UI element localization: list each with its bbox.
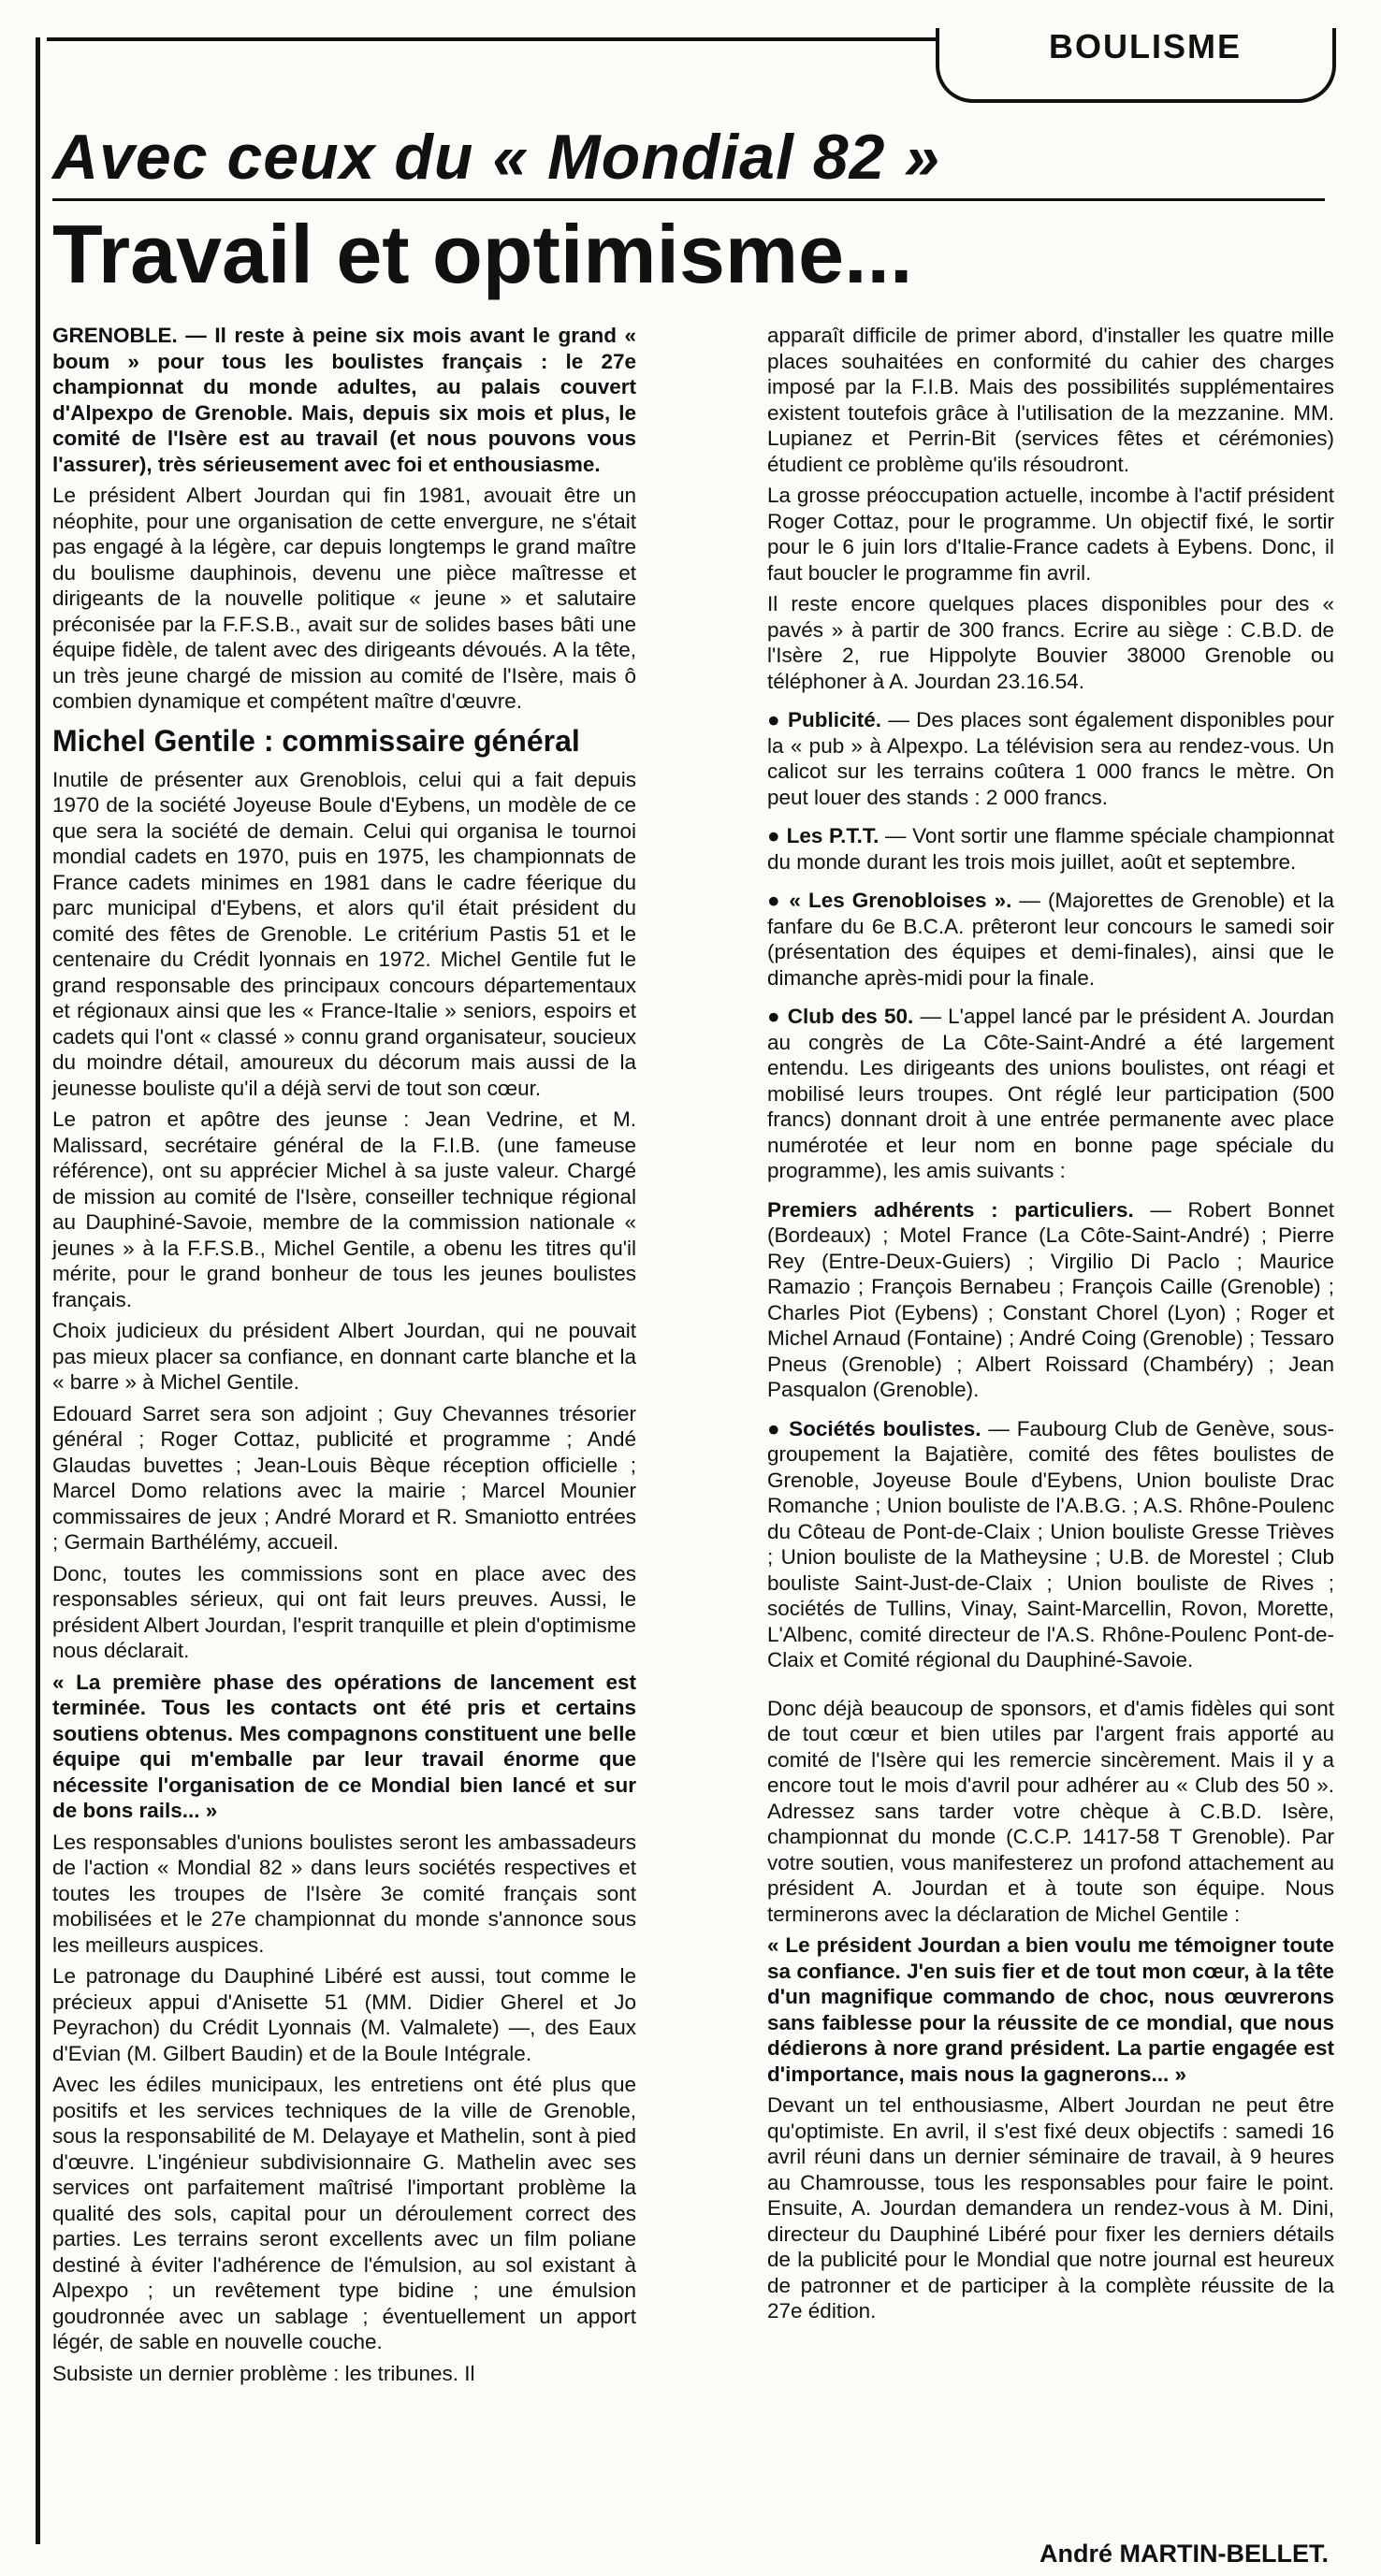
societes-paragraph [767, 1416, 1334, 1673]
paragraph: Edouard Sarret sera son adjoint ; Guy Chevannes trésorier général ; Roger Cottaz, publicité et programme ; Andé Glaudas buvettes ; Jean-Louis Bèque réception officielle ; Marcel Domo relations avec la mairie ; Marcel Mounier commissaires de jeux ; André Morard et R. Smaniotto entrées ; Germain Barthélémy, accueil. [52, 1401, 636, 1554]
left-column [52, 323, 636, 2392]
paragraph: Le président Albert Jourdan qui fin 1981, avouait être un néophite, pour une organisation de cette envergure, ne s'était pas engagé à la légère, car depuis longtemps le grand maître du boulisme dauphinois, devenu une pièce maîtresse et dirigeants de la nouvelle politique « jeune » et salutaire préconisée par la F.F.S.B., avait sur de solides bases bâti une équipe fidèle, de talent avec des dirigeants dévoués. A la tête, un très jeune chargé de mission au comité de l'Isère, mais ô combien dynamique et compétent maître d'œuvre. [52, 484, 636, 713]
paragraph: Choix judicieux du président Albert Jourdan, qui ne pouvait pas mieux placer sa confiance, en donnant carte blanche et la « barre » à Michel Gentile. [52, 1319, 636, 1394]
societes-lead: ● Sociétés boulistes. [767, 1416, 981, 1440]
kicker-title: Avec ceux du « Mondial 82 » [52, 122, 941, 193]
author-signature: André MARTIN-BELLET. [1039, 2540, 1329, 2568]
section-tag-box [936, 28, 1336, 103]
club50-lead: ● Club des 50. [767, 1005, 914, 1028]
adherents-text: — Robert Bonnet (Bordeaux) ; Motel France (La Côte-Saint-André) ; Pierre Rey (Entre-Deux-Guiers) ; Virgilio Di Paclo ; Maurice Ramazio ; François Bernabeu ; François Caille (Grenoble) ; Charles Piot (Eybens) ; Constant Chorel (Lyon) ; Roger et Michel Arnaud (Fontaine) ; André Coing (Grenoble) ; Tessaro Pneus (Grenoble) ; Albert Roissard (Chambéry) ; Jean Pasqualon (Grenoble). [767, 1197, 1334, 1401]
section-tag: BOULISME [1048, 27, 1242, 65]
publicite-lead: ● Publicité. [767, 708, 881, 731]
paragraph: Les responsables d'unions boulistes seront les ambassadeurs de l'action « Mondial 82 » dans leurs sociétés respectives et toutes les troupes de l'Isère 3e comité français sont mobilisées et le 27e championnat du monde s'annonce sous les meilleurs auspices. [52, 1830, 636, 1957]
headline: Travail et optimisme... [52, 208, 913, 300]
societes-text: — Faubourg Club de Genève, sous-groupement la Bajatière, comité des fêtes boulistes de Grenoble, Joyeuse Boule d'Eybens, Union bouliste Drac Romanche ; Union bouliste de l'A.B.G. ; A.S. Rhône-Poulenc du Côteau de Pont-de-Claix ; Union bouliste Gresse Trièves ; Union bouliste de la Matheysine ; U.B. de Morestel ; Club bouliste Saint-Just-de-Claix ; Union bouliste de Rives ; sociétés de Tullins, Vinay, Saint-Marcellin, Rovon, Morette, L'Albenc, comité directeur de l'A.S. Rhône-Poulenc Pont-de-Claix et Comité régional du Dauphiné-Savoie. [767, 1416, 1334, 1672]
kicker-rule [52, 198, 1325, 201]
paragraph: Donc déjà beaucoup de sponsors, et d'amis fidèles qui sont de tout cœur et bien utiles par l'argent frais apporté au comité de l'Isère qui les remercie sincèrement. Mais il y a encore tout le mois d'avril pour adhérer au « Club des 50 ». Adressez sans tarder votre chèque à C.B.D. Isère, championnat du monde (C.C.P. 1417-58 T Grenoble). Par votre soutien, vous manifesterez un profond attachement au président A. Jourdan et à toute son équipe. Nous terminerons avec la déclaration de Michel Gentile : [767, 1696, 1334, 1926]
paragraph: Devant un tel enthousiasme, Albert Jourdan ne peut être qu'optimiste. En avril, il s'est fixé deux objectifs : samedi 16 avril réuni dans un dernier séminaire de travail, à 9 heures au Chamrousse, tous les responsables pour faire le point. Ensuite, A. Jourdan demandera un rendez-vous à M. Dini, directeur du Dauphiné Libéré pour fixer les derniers détails de la publicité pour le Mondial que notre journal est heureux de patronner et de participer à la complète réussite de la 27e édition. [767, 2093, 1334, 2323]
quote-paragraph: « Le président Jourdan a bien voulu me témoigner toute sa confiance. J'en suis fier et de tout mon cœur, à la tête d'un magnifique commando de choc, nous œuvrerons sans faiblesse pour la réussite de ce mondial, que nous dédierons à nore grand président. La partie engagée est d'importance, mais nous la gagnerons... » [767, 1933, 1334, 2086]
club50-paragraph [767, 1004, 1334, 1184]
adherents-paragraph [767, 1197, 1334, 1403]
grenobloises-lead: ● « Les Grenobloises ». [767, 889, 1012, 912]
paragraph: Avec les édiles municipaux, les entretiens ont été plus que positifs et les services techniques de la ville de Grenoble, sous la responsabilité de M. Delayaye et Mathelin, sont à pied d'œuvre. L'ingénieur subdivisionnaire G. Mathelin avec ses services ont parfaitement maîtrisé l'important problème la qualité des sols, capital pour un déroulement correct des parties. Les terrains seront excellents avec un film poliane destiné à éviter l'adhérence de l'émulsion, au sol existant à Alpexpo ; un revêtement type bidine ; une émulsion goudronnée avec un sablage ; éventuellement un apport légér, de sable en nouvelle couche. [52, 2073, 636, 2353]
paragraph: Le patron et apôtre des jeunse : Jean Vedrine, et M. Malissard, secrétaire général de la F.I.B. (une fameuse référence), ont su apprécier Michel à sa juste valeur. Chargé de mission au comité de l'Isère, conseiller technique régional au Dauphiné-Savoie, membre de la commission nationale « jeunes » à la F.F.S.B., Michel Gentile, a obenu les titres qu'il mérite, pour le grand bonheur de tous les jeunes boulistes français. [52, 1107, 636, 1311]
top-rule [47, 37, 936, 41]
grenobloises-text: — (Majorettes de Grenoble) et la fanfare du 6e B.C.A. prêteront leur concours le samedi soir (présentation des équipes et demi-finales), ainsi que le dimanche après-midi pour la finale. [767, 889, 1334, 990]
paragraph: apparaît difficile de primer abord, d'installer les quatre mille places souhaitées en conformité du cahier des charges imposé par la F.I.B. Mais des possibilités supplémentaires existent toutefois grâce à l'utilisation de la mezzanine. MM. Lupianez et Perrin-Bit (services fêtes et cérémonies) étudient ce problème qu'ils résoudront. [767, 324, 1334, 476]
paragraph: Donc, toutes les commissions sont en place avec des responsables sérieux, qui ont fait leurs preuves. Aussi, le président Albert Jourdan, l'esprit tranquille et plein d'optimisme nous déclarait. [52, 1561, 636, 1662]
left-column-rule [36, 37, 40, 2544]
ptt-paragraph [767, 823, 1334, 875]
subheading: Michel Gentile : commissaire général [52, 723, 580, 758]
intro-lead-paragraph: GRENOBLE. — Il reste à peine six mois avant le grand « boum » pour tous les boulistes français : le 27e championnat du monde adultes, au palais couvert d'Alpexpo de Grenoble. Mais, depuis six mois et plus, le comité de l'Isère est au travail (et nous pouvons vous l'assurer), très sérieusement avec foi et enthousiasme. [52, 324, 636, 476]
right-column [767, 323, 1334, 2330]
grenobloises-paragraph [767, 888, 1334, 991]
quote-paragraph: « La première phase des opérations de lancement est terminée. Tous les contacts ont été pris et certains soutiens obtenus. Mes compagnons constituent une belle équipe qui m'emballe par leur travail énorme que nécessite l'organisation de ce Mondial bien lancé et sur de bons rails... » [52, 1670, 636, 1822]
paragraph: Subsiste un dernier problème : les tribunes. Il [52, 2361, 475, 2385]
publicite-text: — Des places sont également disponibles pour la « pub » à Alpexpo. La télévision sera au rendez-vous. Un calicot sur les terrains coûtera 1 000 francs le mètre. On peut louer des stands : 2 000 francs. [767, 708, 1334, 809]
publicite-paragraph [767, 707, 1334, 810]
ptt-text: — Vont sortir une flamme spéciale championnat du monde durant les trois mois juillet, août et septembre. [767, 824, 1334, 874]
paragraph: La grosse préoccupation actuelle, incombe à l'actif président Roger Cottaz, pour le programme. Un objectif fixé, le sortir pour le 6 juin lors d'Italie-France cadets à Eybens. Donc, il faut boucler le programme fin avril. [767, 484, 1334, 585]
paragraph: Il reste encore quelques places disponibles pour des « pavés » à partir de 300 francs. Ecrire au siège : C.B.D. de l'Isère 2, rue Hippolyte Bouvier 38000 Grenoble ou téléphoner à A. Jourdan 23.16.54. [767, 592, 1334, 693]
paragraph: Inutile de présenter aux Grenoblois, celui qui a fait depuis 1970 de la société Joyeuse Boule d'Eybens, un modèle de ce que sera la société de demain. Celui qui organisa le tournoi mondial cadets en 1970, puis en 1975, les championnats de France cadets minimes en 1981 dans le cadre féerique du parc municipal d'Eybens, et alors qu'il était président du comité des fêtes de Grenoble. Le critérium Pastis 51 et le centenaire du Crédit lyonnais en 1972. Michel Gentile fut le grand responsable des principaux concours départementaux et régionaux ainsi que les « France-Italie » seniors, espoirs et cadets qui l'ont « classé » connu grand organisateur, soucieux du moindre détail, amoureux du décorum mais aussi de la jeunesse bouliste qu'il a déjà servi de tout son cœur. [52, 767, 636, 1100]
ptt-lead: ● Les P.T.T. [767, 824, 879, 847]
adherents-lead: Premiers adhérents : particuliers. [767, 1197, 1134, 1222]
paragraph: Le patronage du Dauphiné Libéré est aussi, tout comme le précieux appui d'Anisette 51 (MM. Didier Gherel et Jo Peyrachon) du Crédit Lyonnais (M. Valmalete) —, des Eaux d'Evian (M. Gilbert Baudin) et de la Boule Intégrale. [52, 1964, 636, 2065]
club50-text: — L'appel lancé par le président A. Jourdan au congrès de La Côte-Saint-André a été largement entendu. Les dirigeants des unions boulistes, ont réagi et mobilisé leurs troupes. Ont réglé leur participation (500 francs) donnant droit à une entrée permanente avec place numérotée et leur nom en bonne page spéciale du programme), les amis suivants : [767, 1005, 1334, 1182]
